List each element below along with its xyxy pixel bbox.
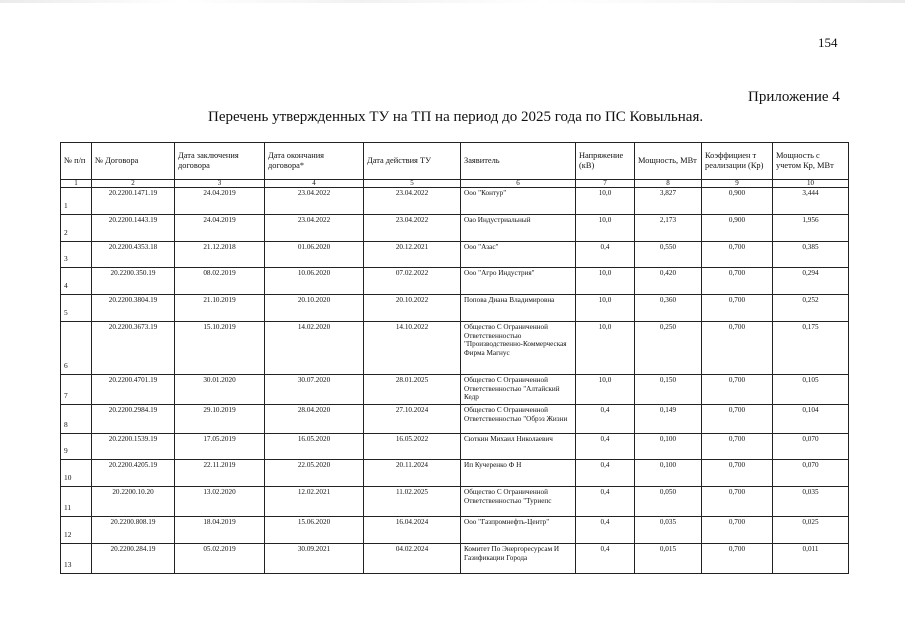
table-cell-applicant: Ооо "Азас" — [461, 242, 576, 268]
table-cell-power-kr: 0,104 — [773, 405, 849, 434]
page-number: 154 — [818, 35, 838, 50]
table-cell-start-date: 24.04.2019 — [175, 188, 265, 215]
table-cell-kr: 0,700 — [702, 322, 773, 375]
tu-register-table — [60, 142, 849, 574]
column-number: 6 — [461, 180, 576, 188]
table-cell-kr: 0,700 — [702, 242, 773, 268]
table-cell-power-kr: 0,252 — [773, 295, 849, 322]
header-cell: № п/п — [61, 143, 92, 180]
table-cell-power: 0,149 — [635, 405, 702, 434]
table-cell-kr: 0,900 — [702, 215, 773, 242]
table-row — [61, 322, 849, 375]
table-cell-power-kr: 0,105 — [773, 375, 849, 405]
column-number: 4 — [265, 180, 364, 188]
table-cell-start-date: 22.11.2019 — [175, 460, 265, 487]
table-cell-tu-date: 27.10.2024 — [364, 405, 461, 434]
header-cell: Дата действия ТУ — [364, 143, 461, 180]
table-cell-start-date: 13.02.2020 — [175, 487, 265, 517]
table-row — [61, 434, 849, 460]
table-cell-applicant: Ооо "Агро Индустрия" — [461, 268, 576, 295]
column-number: 9 — [702, 180, 773, 188]
table-cell-kr: 0,700 — [702, 375, 773, 405]
table-cell-contract: 20.2200.3673.19 — [92, 322, 175, 375]
table-row — [61, 544, 849, 574]
table-cell-kr: 0,700 — [702, 434, 773, 460]
table-cell-tu-date: 16.04.2024 — [364, 517, 461, 544]
table-row — [61, 242, 849, 268]
table-cell-applicant: Общество С Ограниченной Ответственностью "Алтайский Кедр — [461, 375, 576, 405]
table-cell-row-number: 10 — [61, 460, 92, 487]
table-cell-row-number: 4 — [61, 268, 92, 295]
table-cell-power-kr: 0,294 — [773, 268, 849, 295]
appendix-label: Приложение 4 — [748, 89, 840, 105]
table-cell-contract: 20.2200.284.19 — [92, 544, 175, 574]
table-cell-contract: 20.2200.1443.19 — [92, 215, 175, 242]
table-cell-row-number: 13 — [61, 544, 92, 574]
table-cell-applicant: Попова Диана Владимировна — [461, 295, 576, 322]
table-cell-start-date: 21.12.2018 — [175, 242, 265, 268]
table-cell-power: 0,035 — [635, 517, 702, 544]
table-cell-end-date: 23.04.2022 — [265, 215, 364, 242]
table-cell-tu-date: 14.10.2022 — [364, 322, 461, 375]
table-cell-row-number: 11 — [61, 487, 92, 517]
table-cell-row-number: 6 — [61, 322, 92, 375]
header-cell: Дата окончания договора* — [265, 143, 364, 180]
table-row — [61, 268, 849, 295]
table-cell-row-number: 3 — [61, 242, 92, 268]
table-cell-power-kr: 0,035 — [773, 487, 849, 517]
column-number: 3 — [175, 180, 265, 188]
table-cell-power-kr: 0,011 — [773, 544, 849, 574]
table-cell-start-date: 30.01.2020 — [175, 375, 265, 405]
table-cell-applicant: Общество С Ограниченной Ответственностью "Туриепс — [461, 487, 576, 517]
table-cell-start-date: 17.05.2019 — [175, 434, 265, 460]
table-cell-row-number: 9 — [61, 434, 92, 460]
table-cell-end-date: 14.02.2020 — [265, 322, 364, 375]
column-number: 7 — [576, 180, 635, 188]
header-cell: Дата заключения договора — [175, 143, 265, 180]
table-cell-tu-date: 04.02.2024 — [364, 544, 461, 574]
table-cell-applicant: Ооо "Контур" — [461, 188, 576, 215]
table-row — [61, 375, 849, 405]
table-cell-power: 0,100 — [635, 434, 702, 460]
table-cell-applicant: Общество С Ограниченной Ответственностью "Производственно-Коммерческая Фирма Магнус — [461, 322, 576, 375]
table-cell-voltage: 10,0 — [576, 295, 635, 322]
table-cell-power: 3,827 — [635, 188, 702, 215]
table-cell-kr: 0,700 — [702, 405, 773, 434]
table-cell-row-number: 5 — [61, 295, 92, 322]
header-cell: Напряжение (кВ) — [576, 143, 635, 180]
table-cell-kr: 0,700 — [702, 268, 773, 295]
column-number: 8 — [635, 180, 702, 188]
table-cell-voltage: 10,0 — [576, 215, 635, 242]
table-cell-end-date: 15.06.2020 — [265, 517, 364, 544]
header-cell: Заявитель — [461, 143, 576, 180]
table-cell-voltage: 0,4 — [576, 544, 635, 574]
table-cell-contract: 20.2200.4205.19 — [92, 460, 175, 487]
table-cell-tu-date: 20.12.2021 — [364, 242, 461, 268]
table-cell-voltage: 0,4 — [576, 517, 635, 544]
table-cell-voltage: 0,4 — [576, 242, 635, 268]
table-cell-power: 0,050 — [635, 487, 702, 517]
table-cell-end-date: 30.09.2021 — [265, 544, 364, 574]
table-cell-applicant: Ооо "Газпромнефть-Центр" — [461, 517, 576, 544]
header-cell: Мощность с учетом Кр, МВт — [773, 143, 849, 180]
table-cell-applicant: Общество С Ограниченной Ответственностью "Обрэз Жизни — [461, 405, 576, 434]
document-title: Перечень утвержденных ТУ на ТП на период до 2025 года по ПС Ковыльная. — [208, 109, 704, 125]
table-cell-row-number: 2 — [61, 215, 92, 242]
table-cell-start-date: 21.10.2019 — [175, 295, 265, 322]
table-cell-kr: 0,700 — [702, 517, 773, 544]
table-cell-contract: 20.2200.10.20 — [92, 487, 175, 517]
table-cell-contract: 20.2200.808.19 — [92, 517, 175, 544]
table-cell-tu-date: 20.10.2022 — [364, 295, 461, 322]
table-cell-kr: 0,700 — [702, 295, 773, 322]
table-cell-power: 0,150 — [635, 375, 702, 405]
table-cell-tu-date: 28.01.2025 — [364, 375, 461, 405]
table-cell-row-number: 12 — [61, 517, 92, 544]
table-row — [61, 517, 849, 544]
table-cell-start-date: 15.10.2019 — [175, 322, 265, 375]
table-cell-power-kr: 0,070 — [773, 460, 849, 487]
table-cell-power: 2,173 — [635, 215, 702, 242]
table-cell-power: 0,360 — [635, 295, 702, 322]
table-cell-voltage: 0,4 — [576, 487, 635, 517]
table-cell-voltage: 0,4 — [576, 460, 635, 487]
table-row — [61, 487, 849, 517]
table-cell-end-date: 22.05.2020 — [265, 460, 364, 487]
table-cell-applicant: Сюткин Михаил Николаевич — [461, 434, 576, 460]
table-cell-tu-date: 11.02.2025 — [364, 487, 461, 517]
table-row — [61, 295, 849, 322]
table-cell-contract: 20.2200.1539.19 — [92, 434, 175, 460]
table-cell-end-date: 30.07.2020 — [265, 375, 364, 405]
table-cell-start-date: 24.04.2019 — [175, 215, 265, 242]
table-cell-power: 0,015 — [635, 544, 702, 574]
table-cell-power-kr: 0,025 — [773, 517, 849, 544]
table-cell-voltage: 10,0 — [576, 268, 635, 295]
table-cell-end-date: 12.02.2021 — [265, 487, 364, 517]
table-cell-start-date: 05.02.2019 — [175, 544, 265, 574]
table-cell-kr: 0,700 — [702, 544, 773, 574]
table-cell-power: 0,100 — [635, 460, 702, 487]
table-cell-end-date: 23.04.2022 — [265, 188, 364, 215]
table-cell-row-number: 8 — [61, 405, 92, 434]
table-cell-applicant: Оао Индустриальный — [461, 215, 576, 242]
table-cell-kr: 0,700 — [702, 487, 773, 517]
table-cell-voltage: 10,0 — [576, 188, 635, 215]
header-cell: № Договора — [92, 143, 175, 180]
table-cell-power-kr: 0,070 — [773, 434, 849, 460]
column-number: 1 — [61, 180, 92, 188]
table-cell-contract: 20.2200.1471.19 — [92, 188, 175, 215]
table-cell-start-date: 18.04.2019 — [175, 517, 265, 544]
table-cell-contract: 20.2200.4701.19 — [92, 375, 175, 405]
table-cell-row-number: 1 — [61, 188, 92, 215]
header-cell: Коэффициен т реализации (Кр) — [702, 143, 773, 180]
table-row — [61, 188, 849, 215]
header-row — [61, 143, 849, 180]
table-cell-tu-date: 16.05.2022 — [364, 434, 461, 460]
table-cell-power-kr: 0,175 — [773, 322, 849, 375]
table-cell-voltage: 10,0 — [576, 375, 635, 405]
table-cell-tu-date: 20.11.2024 — [364, 460, 461, 487]
table-cell-end-date: 28.04.2020 — [265, 405, 364, 434]
table-cell-kr: 0,700 — [702, 460, 773, 487]
table-cell-applicant: Комитет По Энергоресурсам И Газификации Города — [461, 544, 576, 574]
table-cell-row-number: 7 — [61, 375, 92, 405]
table-cell-power-kr: 3,444 — [773, 188, 849, 215]
header-cell: Мощность, МВт — [635, 143, 702, 180]
table-cell-voltage: 10,0 — [576, 322, 635, 375]
table-row — [61, 215, 849, 242]
table-row — [61, 460, 849, 487]
table-cell-end-date: 10.06.2020 — [265, 268, 364, 295]
table-cell-power: 0,420 — [635, 268, 702, 295]
table-cell-power: 0,250 — [635, 322, 702, 375]
table-cell-start-date: 29.10.2019 — [175, 405, 265, 434]
table-cell-voltage: 0,4 — [576, 405, 635, 434]
table-cell-power-kr: 0,385 — [773, 242, 849, 268]
table-cell-applicant: Ип Кучеренко Ф Н — [461, 460, 576, 487]
table-row — [61, 405, 849, 434]
table-cell-power-kr: 1,956 — [773, 215, 849, 242]
table-cell-tu-date: 23.04.2022 — [364, 215, 461, 242]
scan-edge-noise — [0, 0, 905, 3]
column-number: 2 — [92, 180, 175, 188]
table-cell-voltage: 0,4 — [576, 434, 635, 460]
table-cell-start-date: 08.02.2019 — [175, 268, 265, 295]
table-cell-end-date: 01.06.2020 — [265, 242, 364, 268]
table-cell-contract: 20.2200.3804.19 — [92, 295, 175, 322]
table-cell-end-date: 16.05.2020 — [265, 434, 364, 460]
table-cell-contract: 20.2200.4353.18 — [92, 242, 175, 268]
column-number: 5 — [364, 180, 461, 188]
column-number: 10 — [773, 180, 849, 188]
column-number-row — [61, 180, 849, 188]
table-cell-tu-date: 23.04.2022 — [364, 188, 461, 215]
table-cell-kr: 0,900 — [702, 188, 773, 215]
table-cell-contract: 20.2200.350.19 — [92, 268, 175, 295]
table-cell-end-date: 20.10.2020 — [265, 295, 364, 322]
table-cell-contract: 20.2200.2984.19 — [92, 405, 175, 434]
table-cell-power: 0,550 — [635, 242, 702, 268]
table-cell-tu-date: 07.02.2022 — [364, 268, 461, 295]
